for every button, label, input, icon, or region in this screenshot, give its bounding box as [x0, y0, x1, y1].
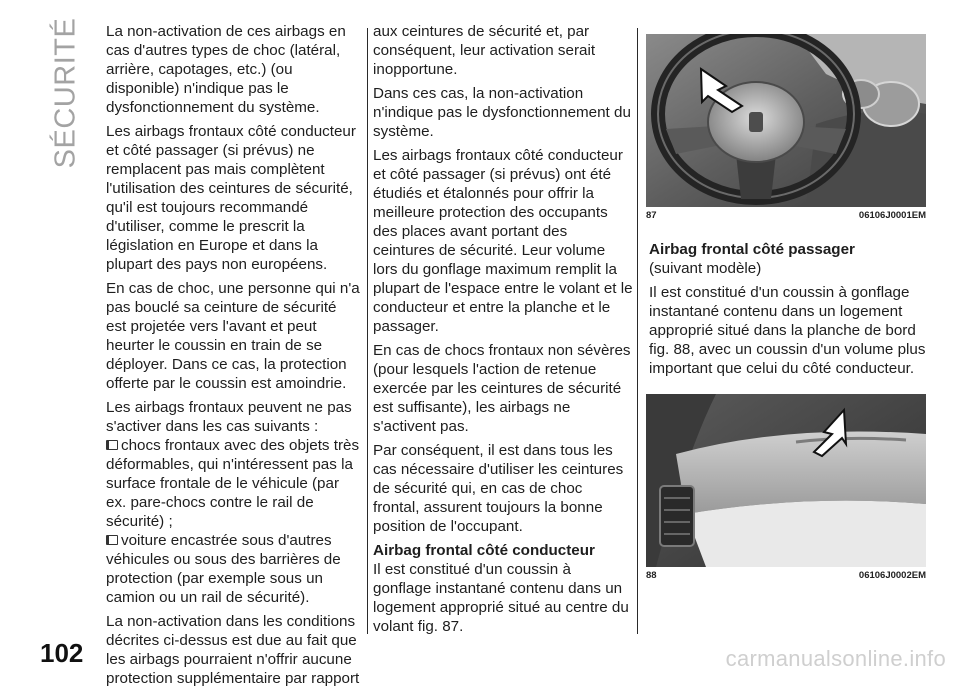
figure-code: 06106J0002EM	[858, 570, 926, 581]
paragraph	[106, 398, 360, 607]
section-tab	[44, 17, 88, 169]
paragraph: La non-activation dans les conditions décrites ci-dessus est due au fait que les airbags pourraient n'offrir aucune protection supplémentaire par rapport	[106, 613, 360, 687]
figure-number: 87	[646, 210, 657, 221]
figure-code: 06106J0001EM	[858, 210, 926, 221]
paragraph: La non-activation de ces airbags en cas d'autres types de choc (latéral, arrière, capotages, etc.) (ou disponible) n'indique pas le dysfonctionnement du système.	[106, 23, 346, 116]
bullet-text: voiture encastrée sous d'autres véhicules ou sous des barrières de protection (par exemple sous un camion ou un rail de sécurité).	[106, 532, 341, 606]
figure-caption	[646, 210, 926, 221]
text-column-3	[649, 240, 929, 383]
paragraph: Dans ces cas, la non-activation n'indique pas le dysfonctionnement du système.	[373, 85, 631, 140]
paragraph-text: Les airbags frontaux peuvent ne pas s'activer dans les cas suivants :	[106, 399, 352, 435]
column-divider-right	[637, 28, 638, 634]
bullet-icon	[106, 535, 118, 545]
section-title: SÉCURITÉ	[49, 17, 82, 169]
figure-number: 88	[646, 570, 657, 581]
paragraph: Par conséquent, il est dans tous les cas nécessaire d'utiliser les ceintures de sécurité qui, en cas de choc frontal, assurent toujours la bonne position de l'occupant.	[373, 442, 624, 535]
figure-caption	[646, 570, 926, 581]
section-heading: Airbag frontal côté conducteur	[373, 542, 595, 559]
paragraph: En cas de choc, une personne qui n'a pas bouclé sa ceinture de sécurité est projetée vers l'avant et peut heurter le coussin en train de se déployer. Dans ce cas, la protection offerte par le coussin est amoindrie.	[106, 280, 360, 392]
paragraph: En cas de chocs frontaux non sévères (pour lesquels l'action de retenue exercée par les ceintures de sécurité est suffisante), les airbags ne s'activent pas.	[373, 342, 631, 435]
text-column-2	[373, 22, 633, 641]
paragraph: Il est constitué d'un coussin à gonflage instantané contenu dans un logement approprié situé dans la planche de bord fig. 88, avec un coussin d'un volume plus important que celui du côté conducteur.	[649, 284, 926, 377]
paragraph: Il est constitué d'un coussin à gonflage instantané contenu dans un logement approprié situé au centre du volant fig. 87.	[373, 561, 629, 635]
bullet-text: chocs frontaux avec des objets très déformables, qui n'intéressent pas la surface frontale de le véhicule (par ex. pare-chocs contre le rail de sécurité) ;	[106, 437, 360, 530]
steering-wheel-airbag-image	[646, 34, 926, 207]
paragraph: Les airbags frontaux côté conducteur et côté passager (si prévus) ne remplacent pas mais complètent l'utilisation des ceintures de sécurité, qu'il est toujours recommandé d'utiliser, comme le prescrit la législation en Europe et dans la plupart des pays non européens.	[106, 123, 356, 273]
figure-88	[646, 394, 926, 581]
watermark: carmanualsonline.info	[725, 646, 946, 671]
bullet-icon	[106, 440, 118, 450]
page-number: 102	[40, 638, 84, 668]
paragraph: Les airbags frontaux côté conducteur et côté passager (si prévus) ont été étudiés et étalonnés pour offrir la meilleure protection des occupants des places avant portant des ceintures de sécurité. Leur volume lors du gonflage maximum remplit la plupart de l'espace entre le volant et le conducteur et entre la planche et le passager.	[373, 147, 633, 335]
figure-87	[646, 34, 926, 221]
section-subheading: (suivant modèle)	[649, 260, 762, 277]
column-divider-left	[367, 28, 368, 634]
paragraph: aux ceintures de sécurité et, par conséquent, leur activation serait inopportune.	[373, 23, 596, 78]
passenger-airbag-dashboard-image	[646, 394, 926, 567]
section-heading: Airbag frontal côté passager	[649, 241, 855, 258]
text-column-1	[106, 22, 360, 693]
